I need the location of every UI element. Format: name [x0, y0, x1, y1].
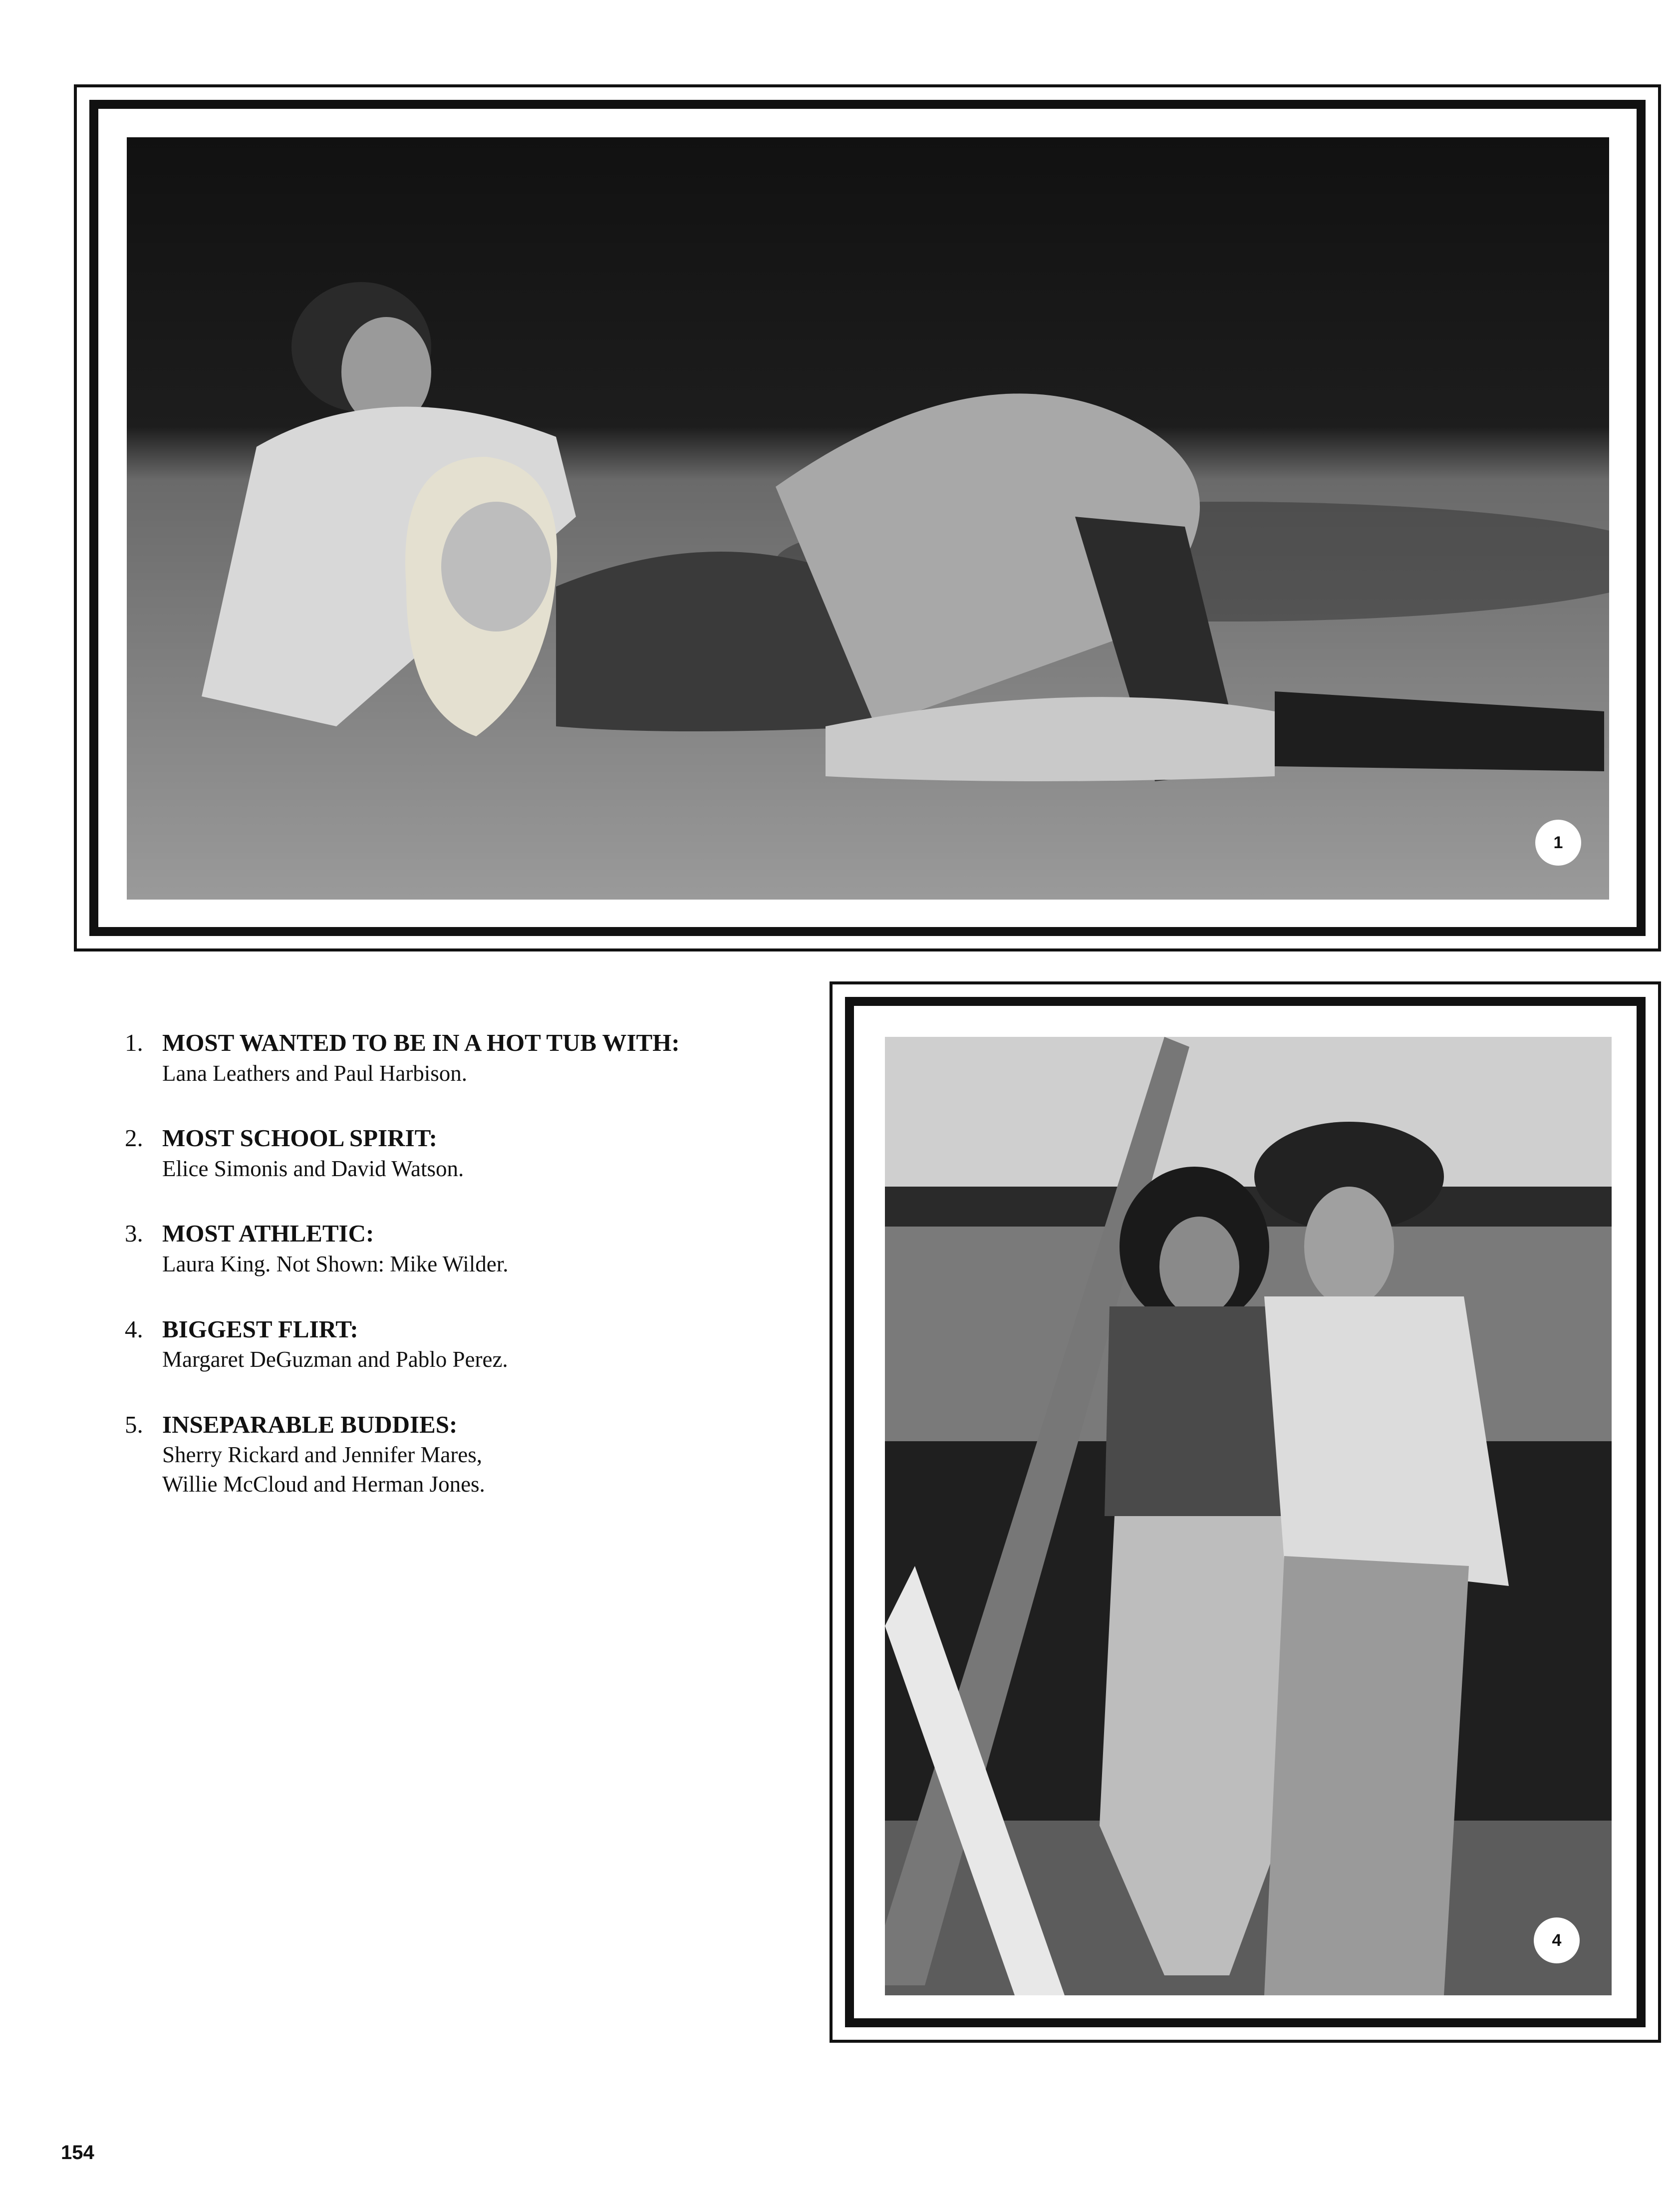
award-item	[125, 1409, 774, 1499]
award-title: BIGGEST FLIRT:	[162, 1315, 358, 1343]
award-list	[125, 1027, 774, 1533]
photo-1-image	[127, 137, 1609, 900]
award-names: Laura King. Not Shown: Mike Wilder.	[162, 1252, 509, 1277]
award-names: Willie McCloud and Herman Jones.	[162, 1471, 485, 1497]
award-title: MOST WANTED TO BE IN A HOT TUB WITH:	[162, 1029, 680, 1056]
photo-1-frame	[74, 84, 1661, 951]
award-item	[125, 1218, 774, 1278]
award-title: MOST ATHLETIC:	[162, 1220, 374, 1248]
photo-4-frame	[830, 981, 1661, 2043]
award-names: Lana Leathers and Paul Harbison.	[162, 1060, 468, 1086]
award-names: Sherry Rickard and Jennifer Mares,	[162, 1442, 483, 1468]
photo-1	[127, 137, 1609, 900]
award-item	[125, 1313, 774, 1374]
photo-4-number-badge: 4	[1534, 1917, 1580, 1963]
award-number: 1.	[125, 1029, 143, 1056]
award-item	[125, 1027, 774, 1088]
award-number: 5.	[125, 1410, 143, 1438]
award-title: INSEPARABLE BUDDIES:	[162, 1410, 458, 1438]
award-item	[125, 1122, 774, 1183]
award-names: Margaret DeGuzman and Pablo Perez.	[162, 1347, 508, 1372]
photo-4	[885, 1037, 1612, 1995]
award-title: MOST SCHOOL SPIRIT:	[162, 1124, 437, 1152]
award-number: 2.	[125, 1124, 143, 1152]
page-number: 154	[61, 2142, 94, 2164]
photo-4-image	[885, 1037, 1612, 1995]
award-names: Elice Simonis and David Watson.	[162, 1156, 464, 1181]
award-number: 4.	[125, 1315, 143, 1343]
award-number: 3.	[125, 1220, 143, 1248]
photo-1-number-badge: 1	[1535, 820, 1581, 866]
